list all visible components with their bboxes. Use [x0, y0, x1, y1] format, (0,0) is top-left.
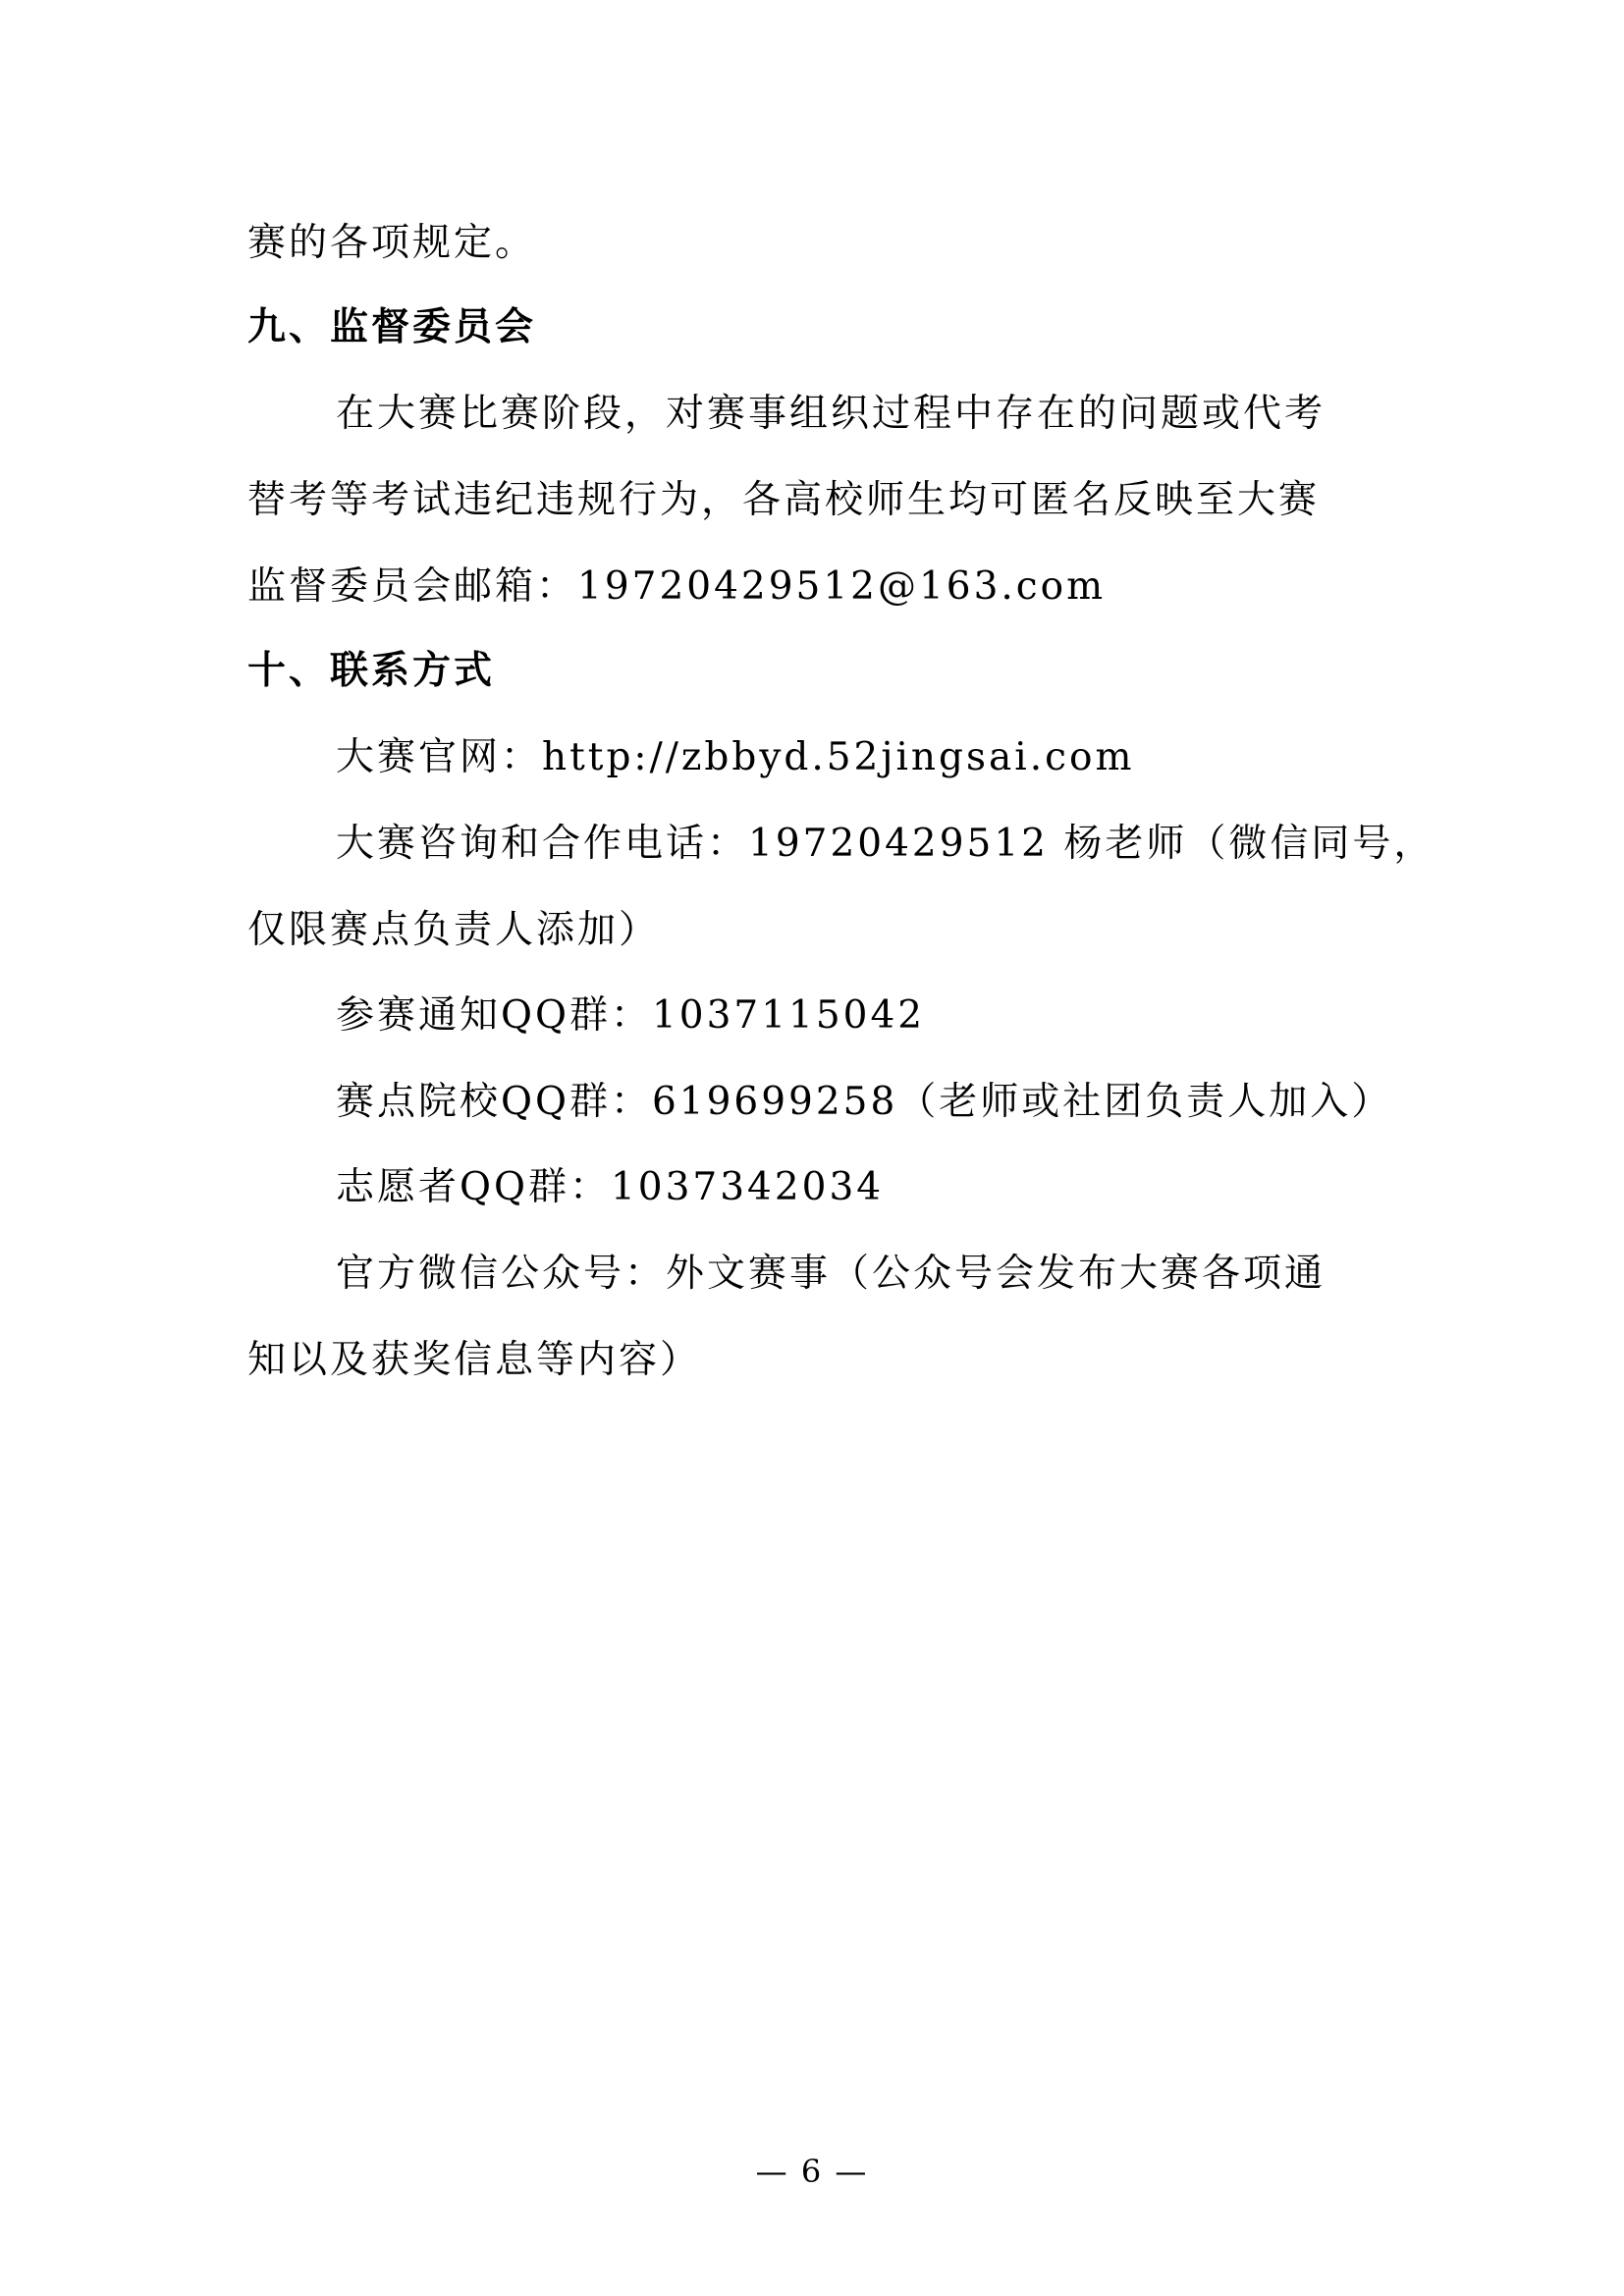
contact-qq-school-group: 赛点院校QQ群：619699258（老师或社团负责人加入） — [336, 1080, 1393, 1124]
contact-wechat-line-1: 官方微信公众号：外文赛事（公众号会发布大赛各项通 — [336, 1252, 1326, 1296]
contact-website: 大赛官网：http://zbbyd.52jingsai.com — [336, 735, 1135, 779]
contact-wechat-line-2: 知以及获奖信息等内容） — [247, 1338, 702, 1382]
page-number: — 6 — — [755, 2153, 869, 2190]
section-heading-contact: 十、联系方式 — [247, 649, 496, 693]
section-heading-supervision-committee: 九、监督委员会 — [247, 305, 537, 349]
paragraph-supervision-line-3: 监督委员会邮箱：19720429512@163.com — [247, 564, 1107, 609]
text-line-continuation: 赛的各项规定。 — [247, 221, 537, 265]
paragraph-supervision-line-2: 替考等考试违纪违规行为，各高校师生均可匿名反映至大赛 — [247, 478, 1321, 522]
contact-phone-line-2: 仅限赛点负责人添加） — [247, 908, 661, 952]
contact-phone-line-1: 大赛咨询和合作电话：19720429512 杨老师（微信同号， — [336, 822, 1435, 866]
contact-qq-notice-group: 参赛通知QQ群：1037115042 — [336, 993, 926, 1038]
paragraph-supervision-line-1: 在大赛比赛阶段，对赛事组织过程中存在的问题或代考 — [336, 392, 1326, 436]
contact-qq-volunteer-group: 志愿者QQ群：1037342034 — [336, 1165, 885, 1209]
